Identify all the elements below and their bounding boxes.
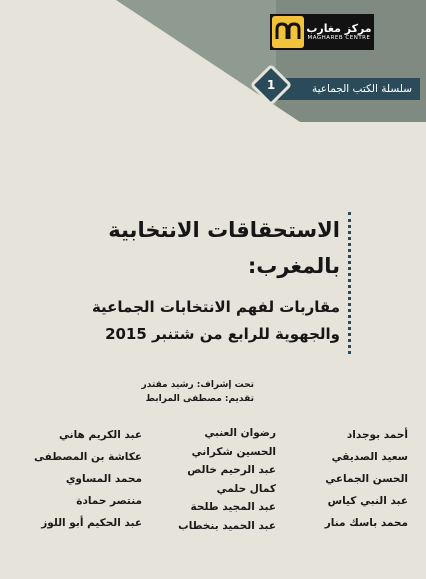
author-name: عبد الكريم هاني [59,429,142,441]
preface-credit: تقديم: مصطفى المرابط [145,394,254,404]
author-name: كمال حلمي [216,482,276,495]
subtitle-line-1: مقاربات لفهم الانتخابات الجماعية [91,298,340,316]
author-name: عبد النبي كياس [327,495,408,507]
logo-name-arabic: مركز مغارب [306,21,372,35]
supervision-credit: تحت إشراف: رشيد مقتدر [141,380,254,390]
series-label: سلسلة الكتب الجماعية [270,78,420,100]
title-line-2: بالمغرب: [247,254,340,278]
book-title [40,212,340,284]
logo-mark-icon [272,16,304,48]
author-name: عبد الحميد بنخطاب [178,519,276,532]
author-name: عبد الرحيم خالص [187,464,276,476]
title-line-1: الاستحقاقات الانتخابية [108,218,340,242]
author-name: الحسن الجماعي [325,473,408,485]
series-number: 1 [266,78,276,92]
author-name: الحسين شكراني [191,445,276,458]
book-subtitle [40,294,340,348]
centre-logo [270,14,374,50]
author-name: عبد المجيد طلحة [190,501,276,513]
author-name: عبد الحكيم أبو اللوز [41,517,142,529]
authors-column-1 [298,424,408,534]
author-name: رضوان العنبي [204,427,276,439]
author-name: محمد باسك منار [324,517,408,529]
author-name: محمد المساوي [65,473,142,485]
logo-name-english: MAGHAREB CENTRE [307,35,371,42]
dotted-rule [348,212,351,354]
logo-text [304,23,374,41]
authors-column-2 [156,424,276,535]
author-name: منتصر حمادة [76,495,142,507]
author-name: أحمد بوجداد [346,429,408,441]
author-name: عكاشة بن المصطفى [34,451,142,463]
subtitle-line-2: والجهوية للرابع من شتنبر 2015 [105,325,340,343]
author-name: سعيد الصديقي [331,451,408,463]
authors-column-3 [12,424,142,534]
